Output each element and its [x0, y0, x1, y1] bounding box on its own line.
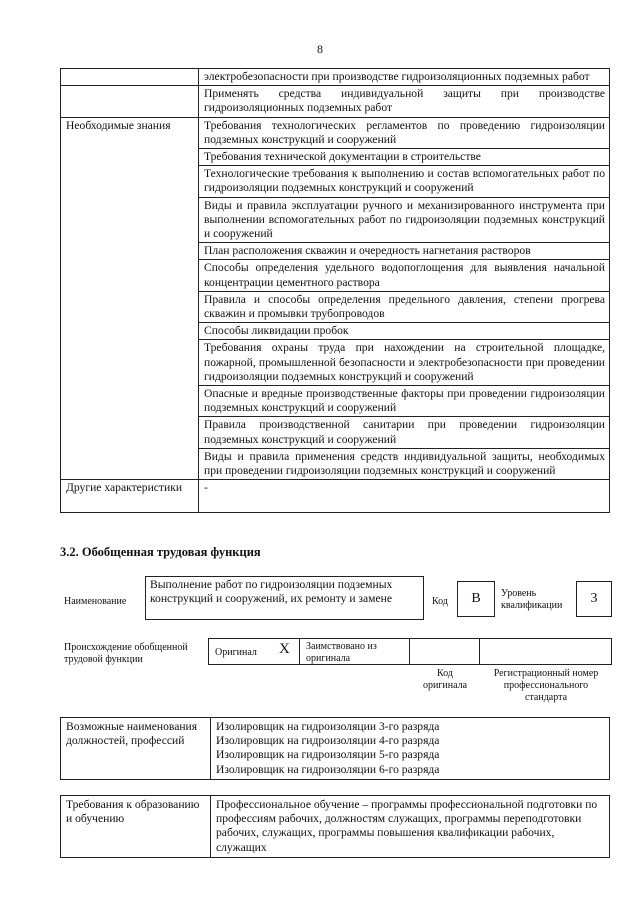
- reg-number-cell: [479, 638, 612, 665]
- code-original-cell: [409, 638, 480, 665]
- other-value: -: [199, 480, 610, 513]
- knowledge-item: Правила производственной санитарии при проведении гидроизоляции подземных конструкций и сооружений: [199, 417, 610, 448]
- knowledge-table: [60, 68, 610, 513]
- position-item: Изолировщик на гидроизоляции 4-го разряда: [216, 734, 440, 748]
- borrowed-label: Заимствовано из оригинала: [306, 641, 377, 664]
- other-label: Другие характеристики: [61, 480, 199, 513]
- position-item: Изолировщик на гидроизоляции 5-го разряда: [216, 748, 440, 762]
- knowledge-item: Способы определения удельного водопоглощения для выявления начальной концентрации цементного раствора: [199, 260, 610, 291]
- original-label: Оригинал: [215, 647, 257, 658]
- origin-label: Происхождение обобщенной трудовой функции: [64, 642, 188, 665]
- code-original-caption: Код оригинала: [422, 668, 468, 691]
- knowledge-item: План расположения скважин и очередность нагнетания растворов: [199, 243, 610, 260]
- positions-label: Возможные наименования должностей, профессий: [61, 718, 211, 780]
- reg-number-caption: Регистрационный номер профессионального стандарта: [493, 668, 599, 703]
- page-number: 8: [317, 42, 323, 56]
- education-value: Профессиональное обучение – программы профессиональной подготовки по профессиям рабочих, должностям служащих, программы переподготовки рабочих, служащих, программы повышения квалификации рабочих, служащих: [211, 796, 610, 858]
- knowledge-item: Технологические требования к выполнению и состав вспомогательных работ по гидроизоляции подземных конструкций и сооружений: [199, 166, 610, 197]
- knowledge-item: Требования технологических регламентов по проведению гидроизоляции подземных конструкций и сооружений: [199, 117, 610, 148]
- code-value: B: [457, 581, 495, 617]
- knowledge-item: Виды и правила применения средств индивидуальной защиты, необходимых при проведении гидроизоляции подземных конструкций и сооружений: [199, 448, 610, 479]
- original-mark: X: [279, 641, 290, 657]
- borrowed-cell: [299, 638, 410, 665]
- knowledge-item: Требования охраны труда при нахождении на строительной площадке, пожарной, промышленной безопасности и электробезопасности при проведении гидроизоляции подземных конструкций и сооружений: [199, 340, 610, 386]
- positions-list: [211, 718, 610, 780]
- knowledge-label: Необходимые знания: [61, 117, 199, 480]
- code-label: Код: [432, 596, 448, 607]
- education-table: [60, 795, 610, 858]
- section-title: 3.2. Обобщенная трудовая функция: [60, 545, 261, 559]
- original-cell: [208, 638, 300, 665]
- positions-table: [60, 717, 610, 780]
- name-value: Выполнение работ по гидроизоляции подземных конструкций и сооружений, их ремонту и замене: [145, 576, 424, 620]
- education-label: Требования к образованию и обучению: [61, 796, 211, 858]
- position-item: Изолировщик на гидроизоляции 3-го разряда: [216, 720, 440, 733]
- level-value: 3: [576, 581, 612, 617]
- position-item: Изолировщик на гидроизоляции 6-го разряда: [216, 762, 440, 776]
- name-label: Наименование: [64, 596, 127, 607]
- skill-cell: электробезопасности при производстве гидроизоляционных подземных работ: [199, 69, 610, 86]
- skill-cell: Применять средства индивидуальной защиты при производстве гидроизоляционных подземных работ: [199, 86, 610, 117]
- knowledge-item: Опасные и вредные производственные факторы при проведении гидроизоляции подземных конструкций и сооружений: [199, 386, 610, 417]
- knowledge-item: Правила и способы определения предельного давления, степени прогрева скважин и промывки трубопроводов: [199, 291, 610, 322]
- knowledge-item: Способы ликвидации пробок: [199, 323, 610, 340]
- level-label: Уровень квалификации: [501, 588, 563, 611]
- knowledge-item: Виды и правила эксплуатации ручного и механизированного инструмента при выполнении вспомогательных работ по гидроизоляции подземных конструкций и сооружений: [199, 197, 610, 243]
- knowledge-item: Требования технической документации в строительстве: [199, 149, 610, 166]
